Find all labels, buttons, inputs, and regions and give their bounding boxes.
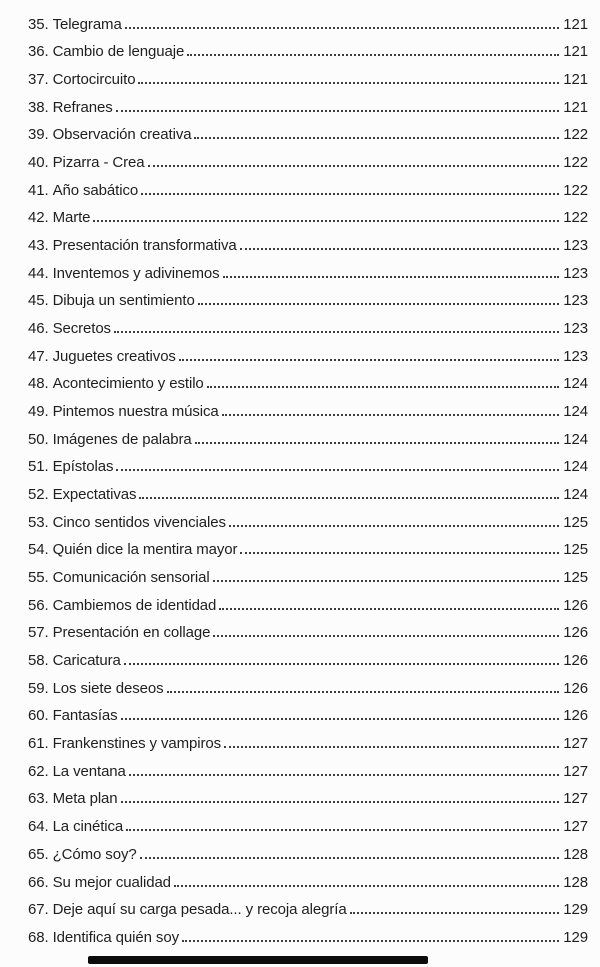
entry-number: 42.: [28, 209, 49, 227]
entry-number: 61.: [28, 735, 49, 753]
entry-number: 44.: [28, 264, 49, 282]
toc-entry: [28, 227, 588, 255]
entry-title: Refranes: [52, 98, 113, 116]
entry-number: 57.: [28, 624, 49, 642]
entry-title: Telegrama: [52, 15, 122, 33]
entry-title: Dibuja un sentimiento: [52, 292, 195, 310]
entry-title: Su mejor cualidad: [52, 873, 171, 891]
entry-page-number: 122: [563, 181, 588, 199]
dot-leader: [213, 580, 560, 582]
toc-entry: [28, 172, 588, 200]
toc-entry: [28, 393, 588, 421]
entry-title: Acontecimiento y estilo: [52, 375, 204, 393]
entry-page-number: 123: [563, 292, 588, 310]
entry-title: Presentación en collage: [52, 624, 211, 642]
toc-entry: [28, 892, 588, 920]
dot-leader: [222, 414, 560, 416]
toc-entry: [28, 6, 588, 34]
entry-page-number: 123: [563, 264, 588, 282]
entry-page-number: 124: [563, 403, 588, 421]
dot-leader: [167, 691, 560, 693]
entry-page-number: 125: [563, 513, 588, 531]
entry-page-number: 122: [563, 209, 588, 227]
toc-entry: [28, 615, 588, 643]
entry-title: Año sabático: [52, 181, 139, 199]
entry-title: Los siete deseos: [52, 679, 164, 697]
entry-title: Imágenes de palabra: [52, 430, 192, 448]
entry-title: Caricatura: [52, 652, 121, 670]
entry-page-number: 128: [563, 873, 588, 891]
entry-number: 43.: [28, 237, 49, 255]
toc-entry: [28, 919, 588, 947]
entry-page-number: 121: [563, 43, 588, 61]
entry-number: 63.: [28, 790, 49, 808]
toc-entry: [28, 836, 588, 864]
entry-page-number: 121: [563, 15, 588, 33]
entry-page-number: 121: [563, 71, 588, 89]
dot-leader: [129, 774, 559, 776]
entry-number: 35.: [28, 15, 49, 33]
entry-page-number: 126: [563, 652, 588, 670]
entry-number: 58.: [28, 652, 49, 670]
entry-page-number: 127: [563, 762, 588, 780]
entry-title: Frankenstines y vampiros: [52, 735, 222, 753]
dot-leader: [179, 359, 559, 361]
dot-leader: [195, 442, 560, 444]
entry-page-number: 124: [563, 375, 588, 393]
entry-title: Inventemos y adivinemos: [52, 264, 220, 282]
dot-leader: [125, 27, 560, 29]
toc-entry: [28, 338, 588, 366]
entry-page-number: 129: [563, 901, 588, 919]
entry-number: 52.: [28, 486, 49, 504]
entry-number: 59.: [28, 679, 49, 697]
entry-title: Identifica quién soy: [52, 928, 179, 946]
toc-entry: [28, 61, 588, 89]
entry-number: 38.: [28, 98, 49, 116]
entry-page-number: 128: [563, 845, 588, 863]
toc-entry: [28, 89, 588, 117]
dot-leader: [121, 718, 560, 720]
entry-title: Comunicación sensorial: [52, 569, 210, 587]
toc-entry: [28, 34, 588, 62]
dot-leader: [187, 54, 559, 56]
entry-title: Quién dice la mentira mayor: [52, 541, 238, 559]
entry-title: Marte: [52, 209, 91, 227]
toc-entry: [28, 144, 588, 172]
entry-title: Meta plan: [52, 790, 118, 808]
entry-title: Epístolas: [52, 458, 114, 476]
entry-title: Expectativas: [52, 486, 137, 504]
entry-page-number: 125: [563, 541, 588, 559]
toc-entry: [28, 310, 588, 338]
entry-number: 62.: [28, 762, 49, 780]
entry-number: 41.: [28, 181, 49, 199]
dot-leader: [182, 940, 559, 942]
entry-number: 51.: [28, 458, 49, 476]
entry-number: 36.: [28, 43, 49, 61]
entry-title: Cambiemos de identidad: [52, 596, 217, 614]
entry-page-number: 124: [563, 430, 588, 448]
dot-leader: [116, 110, 560, 112]
dot-leader: [148, 165, 560, 167]
dot-leader: [229, 525, 559, 527]
dot-leader: [140, 857, 560, 859]
toc-entry: [28, 559, 588, 587]
toc-entry: [28, 117, 588, 145]
entry-page-number: 124: [563, 458, 588, 476]
dot-leader: [219, 608, 559, 610]
entry-number: 64.: [28, 818, 49, 836]
entry-number: 67.: [28, 901, 49, 919]
entry-page-number: 125: [563, 569, 588, 587]
entry-page-number: 122: [563, 154, 588, 172]
dot-leader: [213, 635, 559, 637]
entry-page-number: 123: [563, 320, 588, 338]
dot-leader: [174, 885, 559, 887]
dot-leader: [194, 137, 559, 139]
entry-title: Cambio de lenguaje: [52, 43, 185, 61]
dot-leader: [114, 331, 559, 333]
entry-page-number: 121: [563, 98, 588, 116]
toc-entry: [28, 642, 588, 670]
entry-page-number: 126: [563, 679, 588, 697]
dot-leader: [141, 193, 559, 195]
entry-page-number: 122: [563, 126, 588, 144]
dot-leader: [139, 497, 559, 499]
dot-leader: [116, 469, 559, 471]
entry-page-number: 126: [563, 624, 588, 642]
toc-entry: [28, 449, 588, 477]
toc-entry: [28, 864, 588, 892]
entry-number: 45.: [28, 292, 49, 310]
dot-leader: [124, 663, 560, 665]
entry-title: Deje aquí su carga pesada... y recoja alegría: [52, 901, 347, 919]
toc-entry: [28, 808, 588, 836]
dot-leader: [240, 552, 559, 554]
toc-entry: [28, 753, 588, 781]
entry-title: La ventana: [52, 762, 126, 780]
toc-entry: [28, 725, 588, 753]
entry-page-number: 127: [563, 818, 588, 836]
entry-number: 54.: [28, 541, 49, 559]
entry-page-number: 124: [563, 486, 588, 504]
toc-entry: [28, 476, 588, 504]
toc-entry: [28, 532, 588, 560]
entry-title: Fantasías: [52, 707, 118, 725]
entry-page-number: 126: [563, 596, 588, 614]
entry-number: 48.: [28, 375, 49, 393]
entry-number: 39.: [28, 126, 49, 144]
toc-entry: [28, 421, 588, 449]
dot-leader: [198, 303, 560, 305]
toc-entry: [28, 255, 588, 283]
entry-number: 46.: [28, 320, 49, 338]
entry-number: 66.: [28, 873, 49, 891]
entry-number: 47.: [28, 347, 49, 365]
toc-entry: [28, 587, 588, 615]
entry-title: Cortocircuito: [52, 71, 136, 89]
dot-leader: [207, 386, 560, 388]
toc-entry: [28, 781, 588, 809]
dot-leader: [240, 248, 560, 250]
dot-leader: [138, 82, 559, 84]
entry-title: Pintemos nuestra música: [52, 403, 219, 421]
dot-leader: [223, 276, 560, 278]
entry-page-number: 127: [563, 735, 588, 753]
entry-number: 56.: [28, 596, 49, 614]
entry-number: 40.: [28, 154, 49, 172]
dot-leader: [121, 801, 560, 803]
entry-title: Presentación transformativa: [52, 237, 237, 255]
dot-leader: [126, 829, 559, 831]
entry-number: 37.: [28, 71, 49, 89]
entry-title: Observación creativa: [52, 126, 192, 144]
page-bottom-bar: [88, 956, 428, 964]
toc-entry: [28, 366, 588, 394]
entry-number: 68.: [28, 928, 49, 946]
toc-entry: [28, 698, 588, 726]
entry-number: 55.: [28, 569, 49, 587]
entry-page-number: 127: [563, 790, 588, 808]
entry-title: Cinco sentidos vivenciales: [52, 513, 226, 531]
toc-entry: [28, 283, 588, 311]
toc-entry: [28, 200, 588, 228]
dot-leader: [224, 746, 559, 748]
entry-number: 53.: [28, 513, 49, 531]
entry-title: Juguetes creativos: [52, 347, 176, 365]
dot-leader: [93, 220, 559, 222]
entry-number: 65.: [28, 845, 49, 863]
entry-title: La cinética: [52, 818, 124, 836]
dot-leader: [350, 912, 560, 914]
entry-title: Secretos: [52, 320, 111, 338]
entry-number: 60.: [28, 707, 49, 725]
entry-title: ¿Cómo soy?: [52, 845, 137, 863]
entry-number: 49.: [28, 403, 49, 421]
entry-page-number: 123: [563, 237, 588, 255]
entry-number: 50.: [28, 430, 49, 448]
entry-page-number: 123: [563, 347, 588, 365]
entry-page-number: 129: [563, 928, 588, 946]
toc-entry: [28, 504, 588, 532]
entry-page-number: 126: [563, 707, 588, 725]
toc-entry: [28, 670, 588, 698]
entry-title: Pizarra - Crea: [52, 154, 145, 172]
